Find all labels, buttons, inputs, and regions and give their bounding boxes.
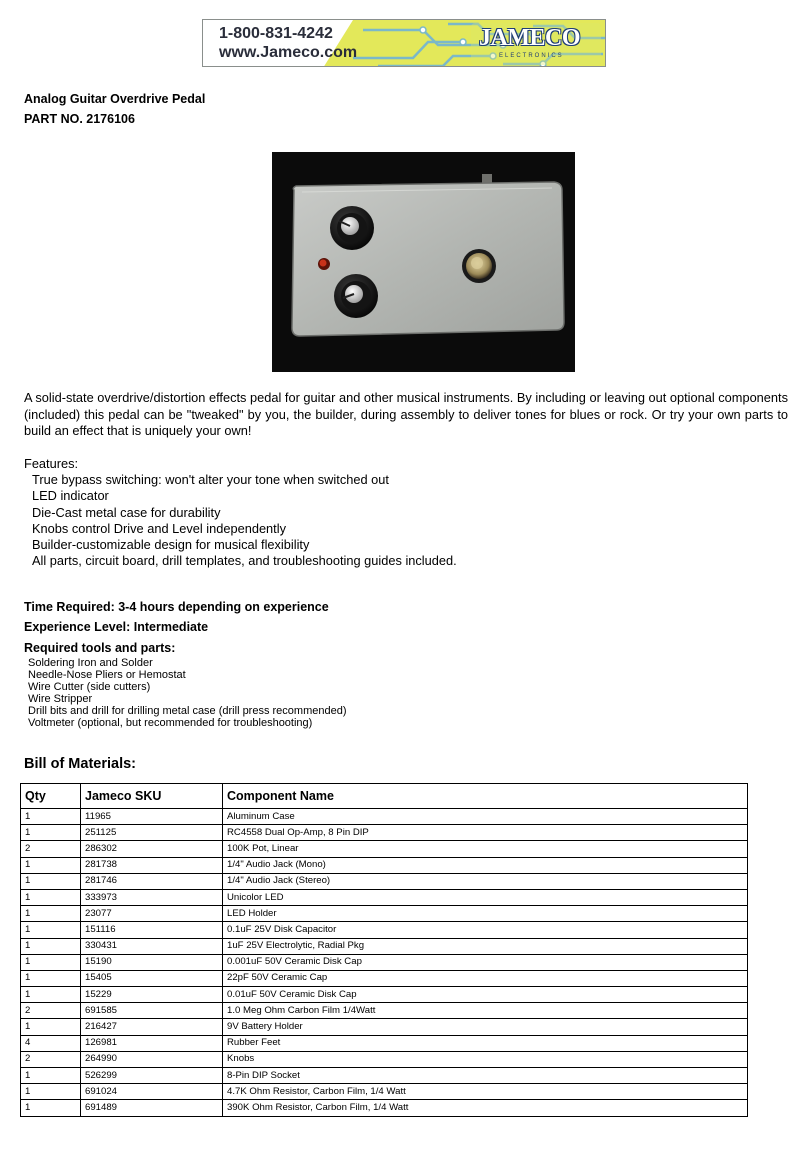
banner-url[interactable]: www.Jameco.com [219,44,358,61]
part-number: PART NO. 2176106 [24,112,135,126]
bom-body [21,809,748,1117]
tools-list [28,657,347,730]
bom-cell-component: 100K Pot, Linear [223,841,748,857]
bom-cell-component: RC4558 Dual Op-Amp, 8 Pin DIP [223,825,748,841]
tool-item: Wire Cutter (side cutters) [28,681,151,694]
bom-cell-sku: 15190 [81,954,223,970]
bom-cell-component: 8-Pin DIP Socket [223,1068,748,1084]
bom-cell-component: 1uF 25V Electrolytic, Radial Pkg [223,938,748,954]
product-description: A solid-state overdrive/distortion effects pedal for guitar and other musical instruments. By including or leaving out optional components (included) this pedal can be "tweaked" by you, the builder, during assembly to deliver tones for blues or rock. Or try your own parts to build an effect that is uniquely your own! [24,390,788,438]
bom-row [21,922,748,938]
bom-cell-sku: 281746 [81,873,223,889]
bom-cell-component: 1.0 Meg Ohm Carbon Film 1/4Watt [223,1003,748,1019]
bom-cell-sku: 15405 [81,970,223,986]
bom-row [21,1003,748,1019]
bom-cell-sku: 333973 [81,889,223,905]
bom-cell-component: 1/4" Audio Jack (Stereo) [223,873,748,889]
bom-cell-qty: 1 [21,809,81,825]
bom-row [21,1084,748,1100]
bom-header-component: Component Name [223,784,748,809]
feature-item: Builder-customizable design for musical flexibility [32,537,310,553]
bom-cell-sku: 15229 [81,987,223,1003]
features-list [32,472,457,570]
bom-row [21,841,748,857]
bom-cell-qty: 1 [21,857,81,873]
bom-cell-component: 22pF 50V Ceramic Cap [223,970,748,986]
bom-cell-sku: 216427 [81,1019,223,1035]
bom-cell-sku: 151116 [81,922,223,938]
bom-cell-sku: 691024 [81,1084,223,1100]
bom-row [21,1019,748,1035]
bom-cell-component: 4.7K Ohm Resistor, Carbon Film, 1/4 Watt [223,1084,748,1100]
bom-row [21,987,748,1003]
bom-header-sku: Jameco SKU [81,784,223,809]
bom-header-row [21,784,748,809]
tool-item: Voltmeter (optional, but recommended for troubleshooting) [28,717,313,730]
bom-row [21,809,748,825]
bom-row [21,938,748,954]
bom-cell-sku: 330431 [81,938,223,954]
time-required: Time Required: 3-4 hours depending on experience [24,600,329,614]
bom-cell-sku: 691489 [81,1100,223,1116]
bom-row [21,954,748,970]
bom-cell-qty: 1 [21,825,81,841]
bom-cell-component: 9V Battery Holder [223,1019,748,1035]
product-name: Analog Guitar Overdrive Pedal [24,92,206,106]
bom-cell-qty: 1 [21,889,81,905]
tool-item: Drill bits and drill for drilling metal case (drill press recommended) [28,705,347,718]
bom-row [21,1068,748,1084]
bom-cell-qty: 1 [21,1068,81,1084]
bom-header-qty: Qty [21,784,81,809]
tools-heading: Required tools and parts: [24,641,176,655]
bom-cell-component: 0.1uF 25V Disk Capacitor [223,922,748,938]
bom-cell-sku: 264990 [81,1051,223,1067]
bom-cell-qty: 1 [21,922,81,938]
bom-cell-qty: 1 [21,938,81,954]
banner-phone: 1-800-831-4242 [219,25,333,42]
bom-row [21,873,748,889]
bom-title: Bill of Materials: [24,756,136,772]
jameco-logo-subtitle: ELECTRONICS [499,53,564,59]
bom-cell-component: Knobs [223,1051,748,1067]
jameco-logo: JAMECO [479,25,580,51]
bom-cell-component: 0.01uF 50V Ceramic Disk Cap [223,987,748,1003]
bom-cell-component: Unicolor LED [223,889,748,905]
bom-cell-component: Aluminum Case [223,809,748,825]
feature-item: All parts, circuit board, drill templates, and troubleshooting guides included. [32,553,457,569]
experience-level: Experience Level: Intermediate [24,620,209,634]
bom-cell-qty: 2 [21,1003,81,1019]
bom-row [21,825,748,841]
bom-cell-qty: 1 [21,987,81,1003]
bom-cell-qty: 1 [21,906,81,922]
bom-row [21,889,748,905]
bom-row [21,906,748,922]
tool-item: Soldering Iron and Solder [28,657,153,669]
bom-cell-component: 0.001uF 50V Ceramic Disk Cap [223,954,748,970]
bom-cell-sku: 281738 [81,857,223,873]
bom-cell-component: 1/4" Audio Jack (Mono) [223,857,748,873]
pedal-photo [272,152,575,372]
bom-cell-sku: 126981 [81,1035,223,1051]
bom-cell-sku: 251125 [81,825,223,841]
bom-row [21,1051,748,1067]
bom-cell-qty: 1 [21,1084,81,1100]
bom-row [21,857,748,873]
bom-cell-sku: 286302 [81,841,223,857]
feature-item: LED indicator [32,488,109,504]
bom-cell-qty: 2 [21,841,81,857]
bom-cell-qty: 1 [21,1019,81,1035]
bom-cell-component: LED Holder [223,906,748,922]
bom-cell-sku: 23077 [81,906,223,922]
bom-table [20,783,748,1117]
bom-cell-sku: 11965 [81,809,223,825]
bom-cell-component: Rubber Feet [223,1035,748,1051]
feature-item: Knobs control Drive and Level independently [32,520,286,536]
jameco-banner [202,19,606,67]
bom-row [21,1100,748,1116]
bom-cell-qty: 1 [21,954,81,970]
bom-cell-qty: 2 [21,1051,81,1067]
tool-item: Needle-Nose Pliers or Hemostat [28,669,186,682]
tool-item: Wire Stripper [28,693,93,706]
bom-row [21,970,748,986]
feature-item: True bypass switching: won't alter your tone when switched out [32,472,389,487]
bom-cell-qty: 4 [21,1035,81,1051]
bom-cell-qty: 1 [21,873,81,889]
bom-cell-component: 390K Ohm Resistor, Carbon Film, 1/4 Watt [223,1100,748,1116]
bom-cell-qty: 1 [21,970,81,986]
features-heading: Features: [24,456,79,471]
bom-row [21,1035,748,1051]
feature-item: Die-Cast metal case for durability [32,504,221,520]
bom-cell-sku: 691585 [81,1003,223,1019]
bom-cell-sku: 526299 [81,1068,223,1084]
bom-cell-qty: 1 [21,1100,81,1116]
